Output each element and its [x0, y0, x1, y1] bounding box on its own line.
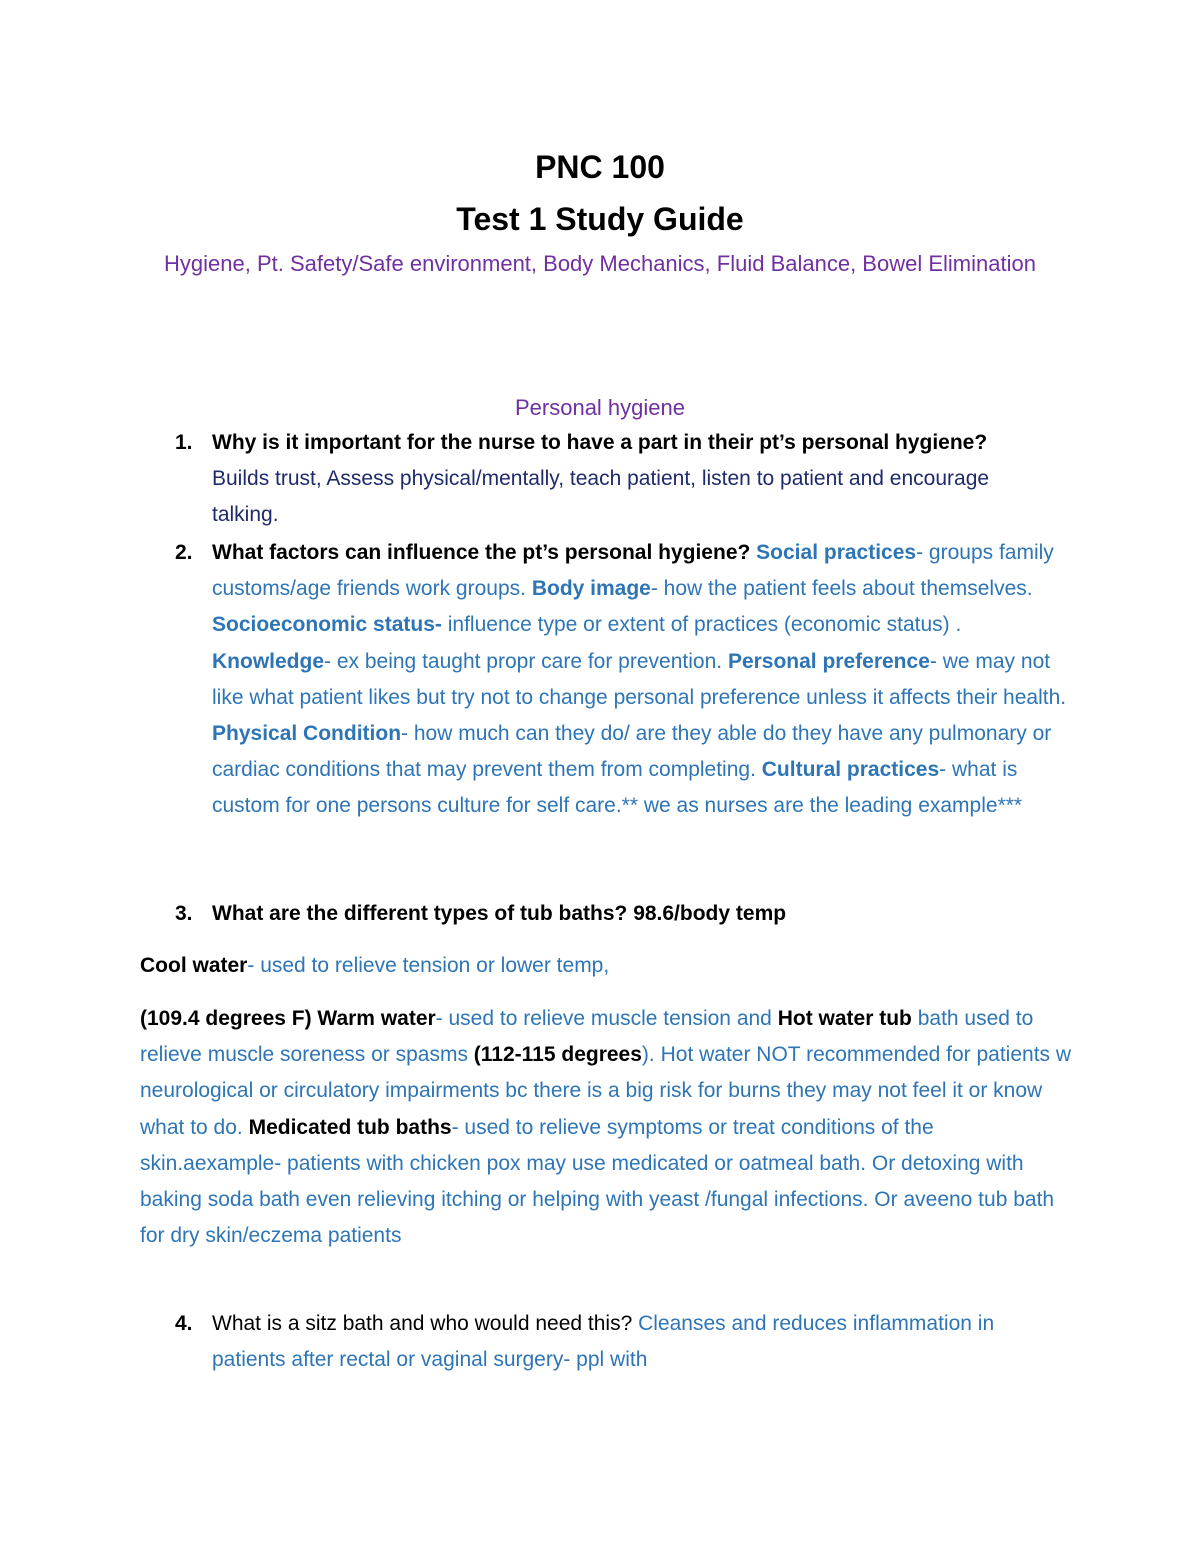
- q1-answer: Builds trust, Assess physical/mentally, teach patient, listen to patient and encourage talking.: [212, 467, 990, 527]
- hot-water-text: bath used to relieve muscle soreness or spasms: [140, 1007, 1034, 1067]
- cool-water-dash: -: [247, 954, 261, 977]
- q1-number: 1.: [175, 431, 193, 454]
- q2-body-text: - how the patient feels about themselves.: [650, 577, 1033, 601]
- hot-water-temp: (112-115 degrees: [473, 1043, 642, 1067]
- q2-pref-label: Personal preference: [727, 649, 930, 673]
- q2-item: [212, 535, 1072, 825]
- q2-cultural-label: Cultural practices: [761, 758, 940, 782]
- q2-socio-label: Socioeconomic status-: [212, 613, 442, 637]
- q2-question: What factors can influence the pt’s personal hygiene?: [212, 541, 751, 564]
- q2-body-label: Body image: [531, 577, 651, 601]
- q2-social-text: - groups family customs/age friends work groups.: [212, 541, 1054, 601]
- q4-answer: Cleanses and reduces inflammation in patients after rectal or vaginal surgery- ppl with: [212, 1312, 995, 1372]
- q2-knowledge-label: Knowledge: [212, 649, 325, 673]
- q3-number: 3.: [175, 902, 193, 925]
- cool-water-text: used to relieve tension or lower temp,: [260, 954, 610, 977]
- q4-question: What is a sitz bath and who would need this?: [212, 1312, 633, 1335]
- tub-bath-paragraph: [140, 1001, 1080, 1254]
- hot-water-close: ).: [641, 1043, 655, 1067]
- hot-water-note: Hot water NOT recommended for patients w neurological or circulatory impairments bc there is a big risk for burns they may not feel it or know what to do.: [140, 1043, 1072, 1139]
- q2-social-label: Social practices: [756, 541, 917, 564]
- warm-water-label: (109.4 degrees F) Warm water: [140, 1007, 436, 1030]
- q2-pref-text: - we may not like what patient likes but try not to change personal preference unless it affects their health.: [212, 649, 1067, 709]
- cool-water-label: Cool water: [140, 954, 248, 977]
- q2-physical-text: - how much can they do/ are they able do they have any pulmonary or cardiac conditions that may prevent them from completing.: [212, 722, 1052, 782]
- warm-water-text: - used to relieve muscle tension and: [435, 1007, 772, 1030]
- q4-number: 4.: [175, 1312, 193, 1335]
- medicated-label: Medicated tub baths: [248, 1115, 452, 1139]
- topics-subtitle: Hygiene, Pt. Safety/Safe environment, Body Mechanics, Fluid Balance, Bowel Elimination: [164, 251, 1036, 276]
- medicated-text: - used to relieve symptoms or treat conditions of the skin.aexample- patients with chicken pox may use medicated or oatmeal bath. Or detoxing with baking soda bath even relieving itching or helping with yeast /fungal infections. Or aveeno tub bath for dry skin/eczema patients: [140, 1115, 1055, 1248]
- course-title: PNC 100: [535, 149, 665, 185]
- q1-question: Why is it important for the nurse to have a part in their pt’s personal hygiene?: [212, 431, 988, 454]
- q2-knowledge-text: - ex being taught propr care for prevention.: [324, 649, 723, 673]
- hot-water-label: Hot water tub: [777, 1007, 912, 1030]
- q3-question: What are the different types of tub baths? 98.6/body temp: [212, 902, 787, 925]
- page-title: Test 1 Study Guide: [456, 201, 744, 237]
- cool-water-paragraph: [140, 948, 1080, 984]
- q2-socio-text: influence type or extent of practices (economic status) .: [447, 613, 962, 637]
- q2-number: 2.: [175, 541, 193, 564]
- q1-item: [212, 425, 1012, 534]
- section-heading: Personal hygiene: [514, 395, 685, 420]
- q4-item: [212, 1306, 1012, 1378]
- q2-cultural-text: - what is custom for one persons culture for self care.** we as nurses are the leading example***: [212, 758, 1023, 818]
- q2-physical-label: Physical Condition: [212, 722, 402, 746]
